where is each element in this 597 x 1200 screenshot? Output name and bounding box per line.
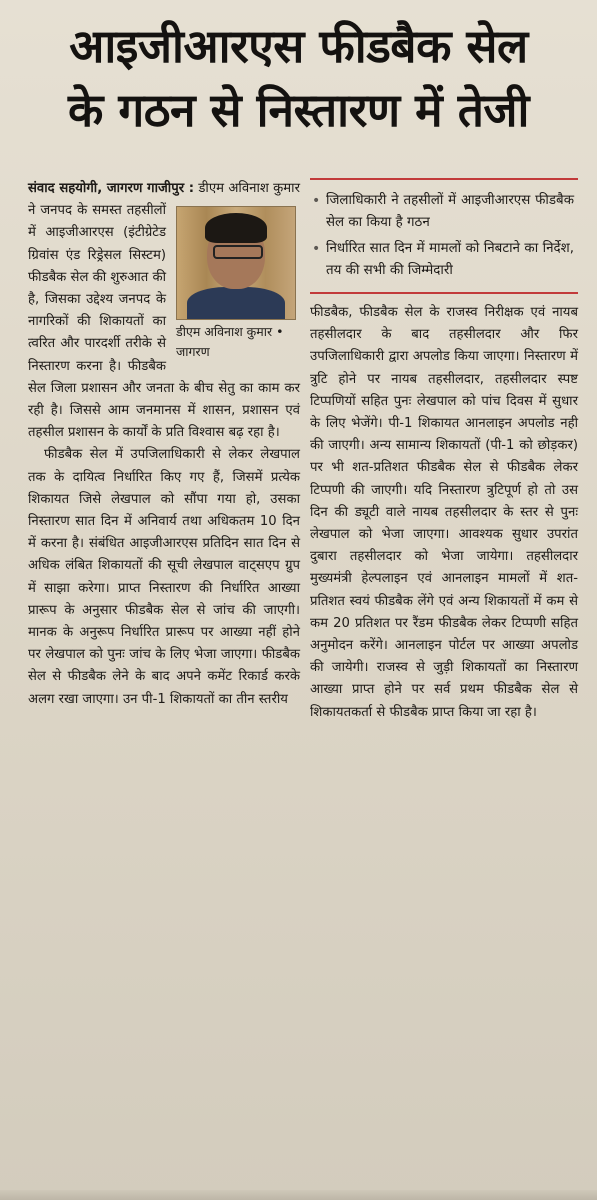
highlights-box: [310, 178, 578, 294]
opening-paragraph: [28, 178, 300, 444]
right-paragraph: फीडबैक, फीडबैक सेल के राजस्व निरीक्षक एवं नायब तहसीलदार के बाद तहसीलदार और फिर उपजिलाधिकारी द्वारा अपलोड किया जाएगा। निस्तारण में त्रुटि होने पर नायब तहसीलदार, तहसीलदार स्पष्ट टिप्पणियों सहित पुनः लेखपाल को पांच दिवस में सुधार के लिए भेजेंगे। पी-1 शिकायत आनलाइन अपलोड नही की जाएगी। अन्य सामान्य शिकायतों (पी-1 को छोड़कर) पर भी शत-प्रतिशत फीडबैक सेल से फीडबैक लेकर टिप्पणी की जाएगी। यदि निस्तारण त्रुटिपूर्ण हो तो उस दिन की ड्यूटी वाले नायब तहसीलदार के स्तर से पुनः लेखपाल को भेजा जाएगा। आवश्यक सुधार उपरांत दुबारा तहसीलदार को भेजा जायेगा। तहसीलदार मुख्यमंत्री हेल्पलाइन एवं आनलाइन मामलों में शत-प्रतिशत स्वयं फीडबैक लेंगे एवं अन्य शिकायतों में कम से कम 20 प्रतिशत पर रैंडम फीडबैक लेकर टिप्पणी सहित अनुमोदन करेंगे। आनलाइन पोर्टल पर आख्या अपलोड की जायेगी। राजस्व से जुड़ी शिकायतों का निस्तारण आख्या प्राप्त होने पर सर्व प्रथम फीडबैक सेल से शिकायतकर्ता से फीडबैक प्राप्त किया जा रहा है।: [310, 305, 578, 720]
highlight-item: [312, 190, 574, 234]
headline: [0, 14, 597, 142]
bottom-edge: [0, 1190, 597, 1200]
paragraph-1-text: डीएम अविनाश कुमार ने जनपद के समस्त तहसीलों में आइजीआरएस (इंटीग्रेटेड ग्रिवांस एंड रिड्रेसल सिस्टम) फीडबैक सेल की शुरुआत की है, जिसका उद्देश्य जनपद के नागरिकों की शिकायतों का त्वरित और पारदर्शी तरीके से निस्तारण करना है। फीडबैक सेल जिला प्रशासन और जनता के बीच सेतु का काम कर रही है। जिससे आम जनमानस में शासन, प्रशासन एवं तहसील प्रशासन के कार्यों के प्रति विश्वास बढ़ रहा है।: [28, 181, 300, 441]
paragraph-2: फीडबैक सेल में उपजिलाधिकारी से लेकर लेखपाल तक के दायित्व निर्धारित किए गए हैं, जिसमें प्रत्येक शिकायत जिसे लेखपाल को सौंपा गया हो, उसका निस्तारण सात दिन में अनिवार्य तथा अधिकतम 10 दिन में करना है। संबंधित आइजीआरएस प्रतिदिन सात दिन से अधिक लंबित शिकायतों की सूची लेखपाल वाट्सएप ग्रुप में साझा करेगा। प्राप्त निस्तारण की निर्धारित आख्या प्रारूप के अनुसार फीडबैक सेल से जांच की जाएगी। मानक के अनुरूप निर्धारित प्रारूप पर आख्या नहीं होने पर लेखपाल को पुनः जांच के लिए भेजा जाएगा। फीडबैक सेल से फीडबैक लेने के बाद अपने कमेंट रिकार्ड करके अलग रखा जाएगा। उन पी-1 शिकायतों का तीन स्तरीय: [28, 447, 300, 707]
highlight-item: [312, 238, 574, 282]
bullet-icon: •: [312, 241, 321, 257]
photo-caption-name: डीएम अविनाश कुमार: [176, 324, 273, 340]
headline-line-2: के गठन से निस्तारण में तेजी: [68, 83, 529, 137]
photo-block: [176, 206, 300, 362]
bullet-icon: •: [312, 193, 321, 209]
right-column: [310, 178, 578, 724]
byline: संवाद सहयोगी, जागरण गाजीपुर :: [28, 181, 195, 196]
photo-caption: [176, 322, 300, 362]
highlight-text-2: निर्धारित सात दिन में मामलों को निबटाने का निर्देश, तय की सभी की जिम्मेदारी: [326, 241, 574, 278]
headline-line-1: आइजीआरएस फीडबैक सेल: [69, 19, 528, 73]
left-column: [28, 178, 300, 711]
photo-caption-credit: • जागरण: [176, 324, 284, 360]
highlight-text-1: जिलाधिकारी ने तहसीलों में आइजीआरएस फीडबैक सेल का किया है गठन: [326, 193, 574, 230]
dm-photo: [176, 206, 296, 320]
